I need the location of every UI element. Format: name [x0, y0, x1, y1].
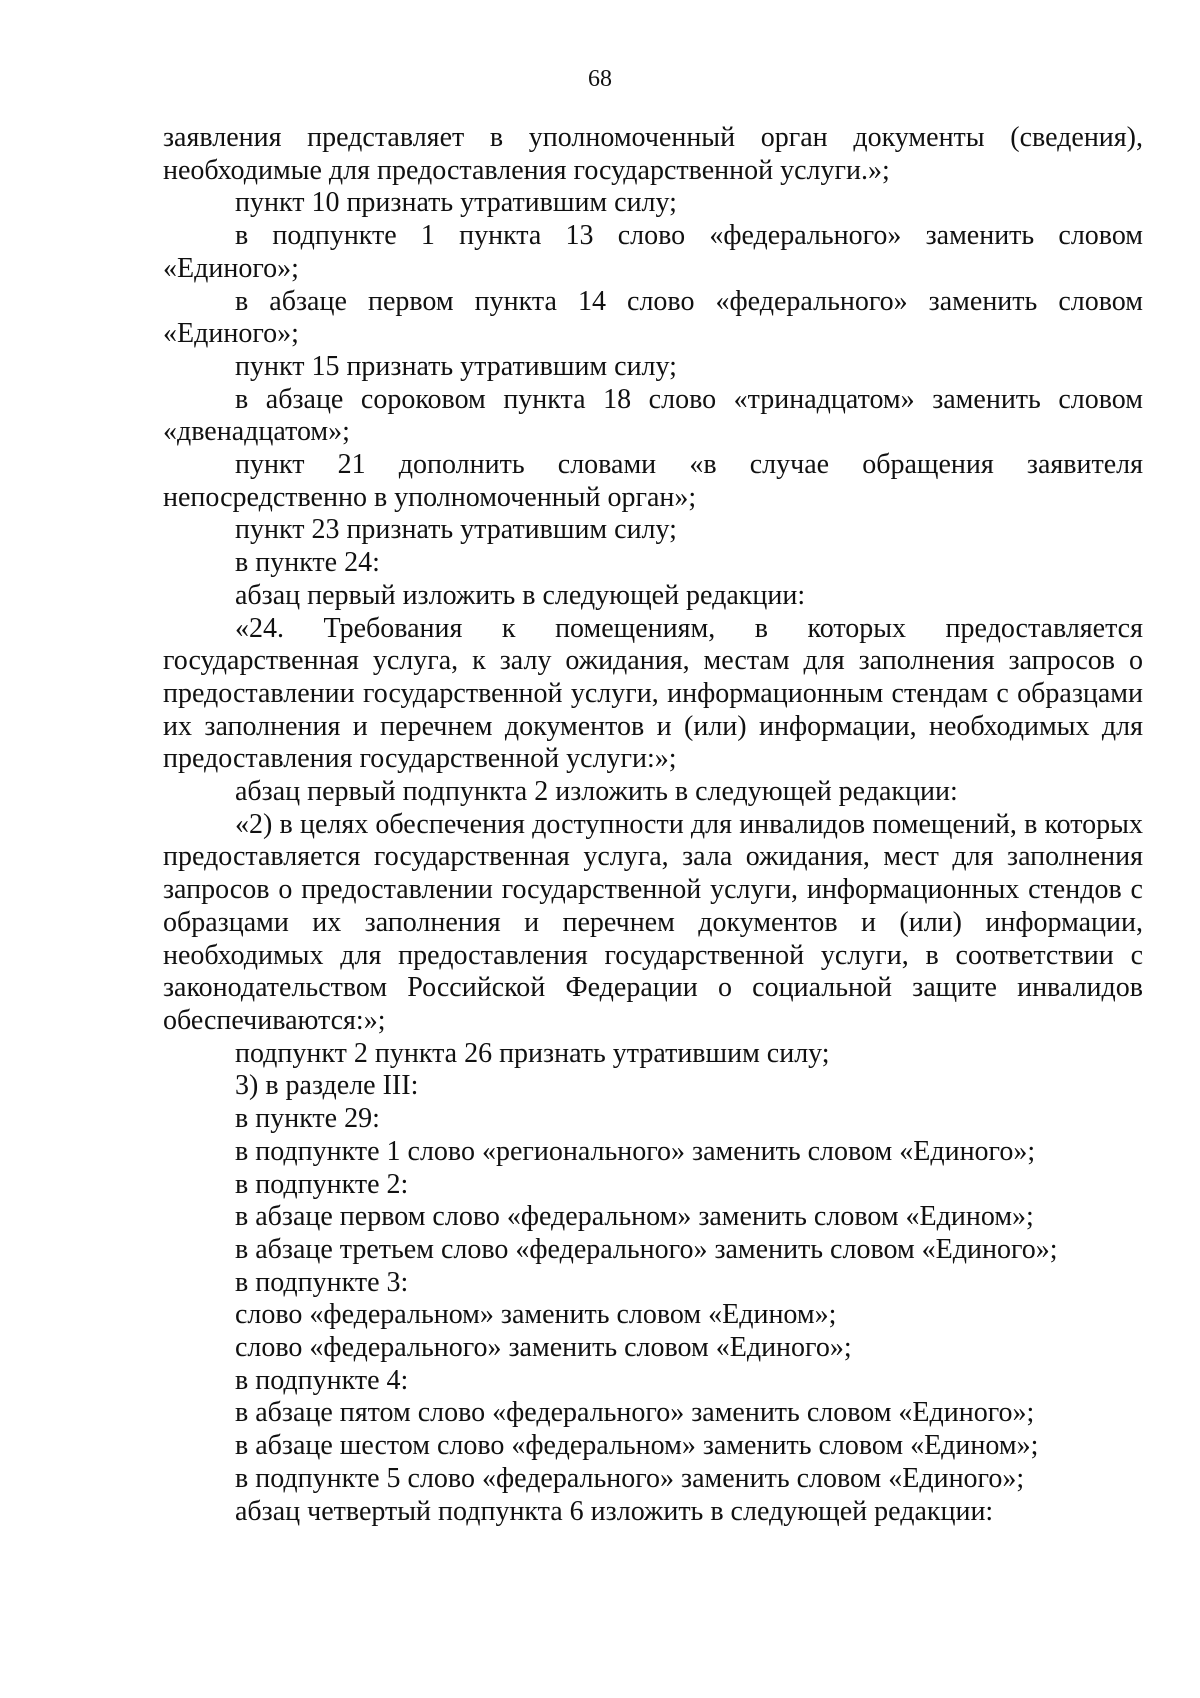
paragraph: пункт 10 признать утратившим силу;	[235, 187, 677, 219]
paragraph: в абзаце сороковом пункта 18 слово «тринадцатом» заменить словом «двенадцатом»;	[163, 383, 1143, 448]
paragraph: абзац четвертый подпункта 6 изложить в следующей редакции:	[235, 1495, 994, 1527]
paragraph: в подпункте 4:	[235, 1364, 409, 1396]
paragraph: слово «федеральном» заменить словом «Едином»;	[235, 1299, 837, 1331]
page-number: 68	[588, 66, 612, 92]
paragraph: пункт 21 дополнить словами «в случае обращения заявителя непосредственно в уполномоченный орган»;	[163, 449, 1143, 513]
paragraph: в пункте 24:	[235, 547, 380, 579]
paragraph: подпункт 2 пункта 26 признать утратившим силу;	[235, 1037, 830, 1069]
paragraph: слово «федерального» заменить словом «Единого»;	[235, 1332, 852, 1364]
section-heading: 3) в разделе III:	[235, 1070, 419, 1102]
paragraph: пункт 15 признать утратившим силу;	[235, 350, 677, 382]
paragraph: в подпункте 1 слово «регионального» заменить словом «Единого»;	[235, 1135, 1036, 1167]
paragraph: в абзаце шестом слово «федеральном» заменить словом «Едином»;	[235, 1430, 1039, 1462]
paragraph: в абзаце первом пункта 14 слово «федерального» заменить словом «Единого»;	[163, 285, 1143, 350]
paragraph: в подпункте 5 слово «федерального» заменить словом «Единого»;	[235, 1462, 1025, 1494]
document-body	[163, 122, 1143, 1528]
paragraph: в абзаце пятом слово «федерального» заменить словом «Единого»;	[235, 1397, 1035, 1429]
paragraph: в абзаце третьем слово «федерального» заменить словом «Единого»;	[235, 1233, 1058, 1265]
paragraph: в пункте 29:	[235, 1103, 380, 1135]
paragraph: в подпункте 1 пункта 13 слово «федерального» заменить словом «Единого»;	[163, 220, 1143, 284]
paragraph: абзац первый изложить в следующей редакции:	[235, 579, 806, 611]
paragraph: в абзаце первом слово «федеральном» заменить словом «Едином»;	[235, 1201, 1034, 1233]
paragraph: в подпункте 3:	[235, 1266, 409, 1298]
paragraph: абзац первый подпункта 2 изложить в следующей редакции:	[235, 776, 958, 808]
paragraph: в подпункте 2:	[235, 1168, 409, 1200]
paragraph: пункт 23 признать утратившим силу;	[235, 514, 677, 546]
paragraph-continuation: заявления представляет в уполномоченный орган документы (сведения), необходимые для предоставления государственной услуги.»;	[163, 122, 1143, 186]
quoted-paragraph: «24. Требования к помещениям, в которых предоставляется государственная услуга, к залу ожидания, местам для заполнения запросов о предоставлении государственной услуги, информационным стендам с образцами их заполнения и перечнем документов и (или) информации, необходимых для предоставления государственной услуги:»;	[163, 612, 1143, 775]
quoted-paragraph: «2) в целях обеспечения доступности для инвалидов помещений, в которых предоставляется государственная услуга, зала ожидания, мест для заполнения запросов о предоставлении государственной услуги, информационных стендов с образцами их заполнения и перечнем документов и (или) информации, необходимых для предоставления государственной услуги, в соответствии с законодательством Российской Федерации о социальной защите инвалидов обеспечиваются:»;	[163, 808, 1143, 1036]
